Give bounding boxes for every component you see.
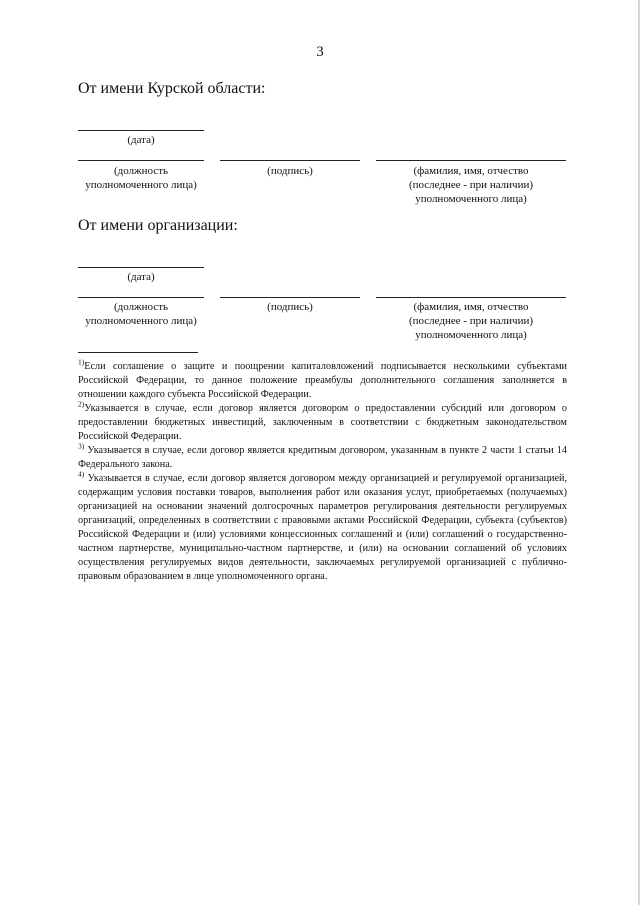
footnote-3-mark: 3)	[78, 441, 85, 451]
date-line-region	[78, 130, 204, 131]
footnote-1-text: Если соглашение о защите и поощрении капиталовложений подписывается несколькими субъектами Российской Федерации, то данное положение преамбулы дополнительного соглашения заполняется в отношении каждого субъекта Российской Федерации.	[78, 361, 567, 400]
footnote-1	[78, 357, 567, 402]
footnote-4-mark: 4)	[78, 469, 85, 479]
name-line-region	[376, 160, 566, 161]
signature-line-organization	[220, 297, 360, 298]
footnote-2	[78, 399, 567, 444]
position-line-region	[78, 160, 204, 161]
date-caption-region: (дата)	[127, 134, 155, 146]
page-number: 3	[316, 44, 324, 60]
footnote-3-text: Указывается в случае, если договор является кредитным договором, указанным в пункте 2 части 1 статьи 14 Федерального закона.	[78, 445, 567, 470]
position-line-organization	[78, 297, 204, 298]
section-heading-region: От имени Курской области:	[78, 80, 266, 97]
name-caption-region: (фамилия, имя, отчество (последнее - при наличии) уполномоченного лица)	[408, 165, 534, 205]
name-line-organization	[376, 297, 566, 298]
section-heading-organization: От имени организации:	[78, 217, 238, 234]
footnote-4-text: Указывается в случае, если договор является договором между организацией и регулируемой организацией, содержащим условия поставки товаров, выполнения работ или оказания услуг, приобретаемых (получаемых) организацией на основании значений долгосрочных параметров регулирования деятельности регулируемых организаций, определенных в соответствии с правовыми актами Российской Федерации, субъекта (субъектов) Российской Федерации и (или) условиями концессионных соглашений и (или) соглашений о государственно-частном партнерстве, муниципально-частном партнерстве, и (или) на основании соглашений об условиях осуществления регулируемых видов деятельности, заключаемых регулируемой организацией с публично-правовым образованием в лице уполномоченного органа.	[78, 473, 567, 582]
footnote-1-mark: 1)	[78, 357, 85, 367]
footnote-separator	[78, 352, 198, 353]
footnote-4	[78, 469, 567, 584]
date-caption-organization: (дата)	[127, 271, 155, 283]
footnote-2-text: Указывается в случае, если договор является договором о предоставлении субсидий или договором о предоставлении бюджетных инвестиций, заключенным в соответствии с бюджетным законодательством Российской Федерации.	[78, 403, 567, 442]
signature-caption-region: (подпись)	[267, 165, 313, 177]
signature-caption-organization: (подпись)	[267, 301, 313, 313]
position-caption-region: (должность уполномоченного лица)	[85, 165, 197, 191]
date-line-organization	[78, 267, 204, 268]
name-caption-organization: (фамилия, имя, отчество (последнее - при наличии) уполномоченного лица)	[408, 301, 534, 341]
signature-line-region	[220, 160, 360, 161]
footnote-3	[78, 441, 567, 472]
footnotes	[78, 357, 567, 584]
footnote-2-mark: 2)	[78, 399, 85, 409]
position-caption-organization: (должность уполномоченного лица)	[85, 301, 197, 327]
